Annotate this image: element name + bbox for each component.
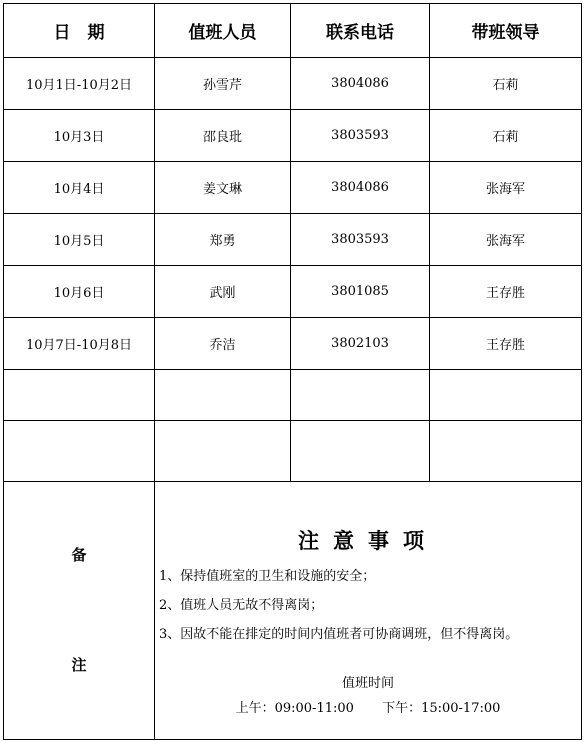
empty-row [4,370,582,421]
table-row [4,318,582,370]
empty-cell [155,421,291,482]
cell-phone: 3804086 [291,58,430,110]
table-row [4,266,582,318]
remarks-label-bottom: 注 [71,656,87,674]
cell-staff: 乔洁 [155,318,291,370]
empty-cell [155,370,291,421]
header-leader: 带班领导 [430,4,582,58]
duty-hours-title: 值班时间 [341,676,394,691]
cell-staff: 邵良玭 [155,110,291,162]
cell-phone: 3803593 [291,214,430,266]
cell-phone: 3802103 [291,318,430,370]
cell-leader: 张海军 [430,214,582,266]
cell-phone: 3801085 [291,266,430,318]
cell-phone: 3804086 [291,162,430,214]
cell-date: 10月6日 [4,266,155,318]
notice-item: 3、因故不能在排定的时间内值班者可协商调班，但不得离岗。 [159,627,519,642]
cell-staff: 孙雪芹 [155,58,291,110]
table-row [4,214,582,266]
cell-staff: 郑勇 [155,214,291,266]
table-row [4,110,582,162]
cell-leader: 石莉 [430,58,582,110]
cell-date: 10月5日 [4,214,155,266]
empty-cell [430,370,582,421]
cell-staff: 姜文琳 [155,162,291,214]
cell-staff: 武刚 [155,266,291,318]
cell-date: 10月3日 [4,110,155,162]
empty-cell [4,370,155,421]
duty-hours-line [155,697,581,716]
cell-date: 10月4日 [4,162,155,214]
table-header-row [4,4,582,58]
header-staff: 值班人员 [155,4,291,58]
remarks-label-top: 备 [71,546,87,564]
duty-schedule-table [3,3,582,740]
cell-leader: 王存胜 [430,266,582,318]
cell-phone: 3803593 [291,110,430,162]
remarks-label-cell [4,482,155,740]
empty-cell [430,421,582,482]
empty-cell [291,421,430,482]
remarks-content [155,482,582,740]
table-row [4,162,582,214]
cell-leader: 王存胜 [430,318,582,370]
empty-cell [291,370,430,421]
table-row [4,58,582,110]
notice-item: 2、值班人员无故不得离岗； [159,598,324,613]
notice-title: 注意事项 [298,528,438,553]
remarks-row [4,482,582,740]
cell-leader: 张海军 [430,162,582,214]
empty-cell [4,421,155,482]
cell-date: 10月7日-10月8日 [4,318,155,370]
empty-row [4,421,582,482]
cell-date: 10月1日-10月2日 [4,58,155,110]
header-phone: 联系电话 [291,4,430,58]
morning-hours: 上午：09:00-11:00 [235,701,354,716]
afternoon-hours: 下午：15:00-17:00 [382,701,501,716]
header-date: 日 期 [4,4,155,58]
cell-leader: 石莉 [430,110,582,162]
notice-item: 1、保持值班室的卫生和设施的安全； [159,569,376,584]
